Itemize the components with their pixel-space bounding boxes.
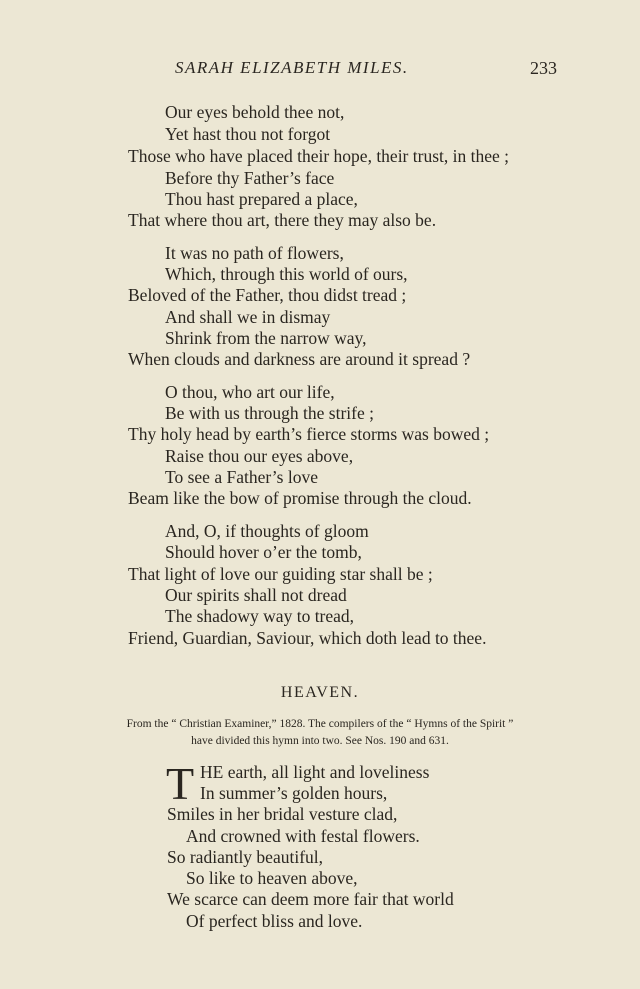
poem-line: Thou hast prepared a place, bbox=[165, 189, 358, 209]
poem-line: Beam like the bow of promise through the cloud. bbox=[128, 488, 472, 508]
poem-line: When clouds and darkness are around it spread ? bbox=[128, 349, 471, 369]
poem-line: Thy holy head by earth’s fierce storms was bowed ; bbox=[128, 424, 490, 444]
hymn-title: HEAVEN. bbox=[280, 684, 360, 701]
poem-line: That where thou art, there they may also be. bbox=[128, 210, 437, 230]
hymn-line: Of perfect bliss and love. bbox=[186, 911, 363, 931]
drop-cap: T bbox=[166, 758, 195, 809]
hymn-line: HE earth, all light and loveliness bbox=[200, 762, 430, 782]
poem-line: Be with us through the strife ; bbox=[165, 403, 375, 423]
hymn-line: And crowned with festal flowers. bbox=[186, 826, 420, 846]
poem-line: Which, through this world of ours, bbox=[165, 264, 408, 284]
hymn-line: So radiantly beautiful, bbox=[167, 847, 324, 867]
hymn-line: So like to heaven above, bbox=[186, 868, 358, 888]
poem-line: And, O, if thoughts of gloom bbox=[165, 521, 369, 541]
poem-line: Should hover o’er the tomb, bbox=[165, 542, 362, 562]
poem-line: Friend, Guardian, Saviour, which doth lead to thee. bbox=[128, 628, 487, 648]
page-number: 233 bbox=[530, 58, 557, 78]
poem-line: It was no path of flowers, bbox=[165, 243, 344, 263]
poem-line: That light of love our guiding star shall be ; bbox=[128, 564, 433, 584]
poem-line: Before thy Father’s face bbox=[165, 168, 335, 188]
poem-line: Beloved of the Father, thou didst tread ; bbox=[128, 285, 407, 305]
poem-line: The shadowy way to tread, bbox=[165, 606, 355, 626]
poem-line: Our eyes behold thee not, bbox=[165, 102, 345, 122]
poem-line: To see a Father’s love bbox=[165, 467, 318, 487]
poem-line: Raise thou our eyes above, bbox=[165, 446, 354, 466]
poem-line: O thou, who art our life, bbox=[165, 382, 335, 402]
poem-line: Our spirits shall not dread bbox=[165, 585, 347, 605]
hymn-note-line: have divided this hymn into two. See Nos. 190 and 631. bbox=[191, 735, 449, 747]
poem-line: Shrink from the narrow way, bbox=[165, 328, 367, 348]
hymn-line: We scarce can deem more fair that world bbox=[167, 889, 454, 909]
poem-line: Yet hast thou not forgot bbox=[165, 124, 331, 144]
poem-line: Those who have placed their hope, their trust, in thee ; bbox=[128, 146, 509, 166]
running-title: SARAH ELIZABETH MILES. bbox=[175, 58, 409, 77]
hymn-line: Smiles in her bridal vesture clad, bbox=[167, 804, 398, 824]
hymn-line: In summer’s golden hours, bbox=[200, 783, 388, 803]
poem-line: And shall we in dismay bbox=[165, 307, 331, 327]
hymn-note-line: From the “ Christian Examiner,” 1828. The compilers of the “ Hymns of the Spirit ” bbox=[126, 718, 514, 730]
